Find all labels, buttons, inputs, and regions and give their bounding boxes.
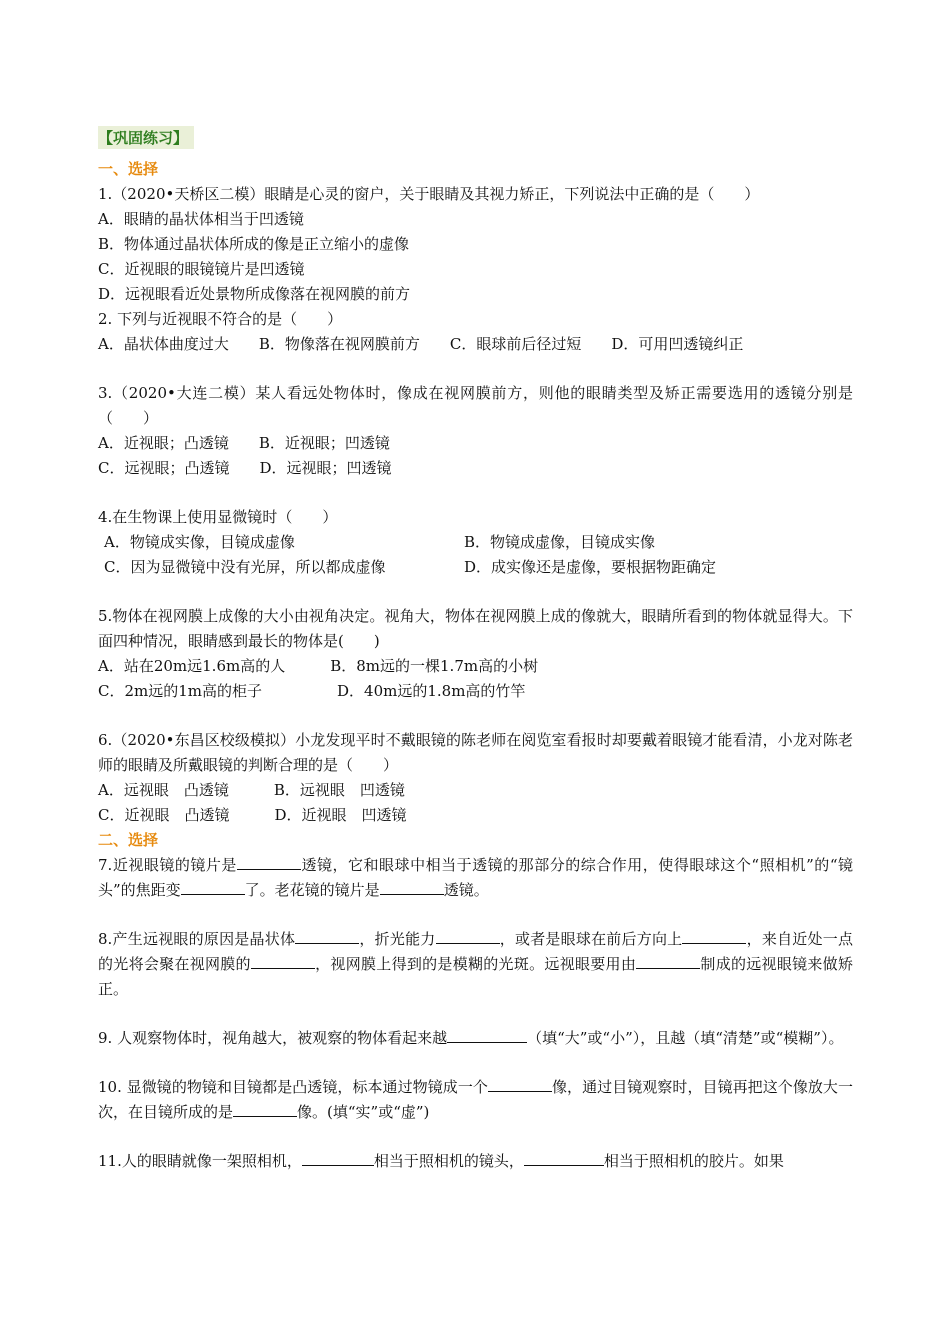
answer-blank[interactable] (636, 952, 700, 969)
worksheet-page (98, 126, 853, 1174)
options-row-cd (98, 555, 853, 580)
question-stem: 2. 下列与近视眼不符合的是（ ） (98, 310, 343, 328)
question-1 (98, 182, 853, 307)
answer-blank[interactable] (524, 1149, 604, 1166)
question-4 (98, 505, 853, 580)
option-b: B．物体通过晶状体所成的像是正立缩小的虚像 (98, 235, 410, 253)
q9-text: 9. 人观察物体时，视角越大，被观察的物体看起来越 (98, 1029, 448, 1047)
option-a: A．眼睛的晶状体相当于凹透镜 (98, 210, 304, 228)
q7-text: 7.近视眼镜的镜片是 (98, 856, 237, 874)
options-row-cd: C．远视眼；凸透镜 D．远视眼；凹透镜 (98, 459, 392, 477)
option-d: D．成实像还是虚像，要根据物距确定 (464, 558, 717, 576)
answer-blank[interactable] (295, 927, 359, 944)
q7-text: 了。老花镜的镜片是 (244, 881, 380, 899)
question-stem: 1.（2020•天桥区二模）眼睛是心灵的窗户，关于眼睛及其视力矫正，下列说法中正确的是（ ） (98, 185, 760, 203)
q10-text: 10. 显微镜的物镜和目镜都是凸透镜，标本通过物镜成一个 (98, 1078, 488, 1096)
answer-blank[interactable] (682, 927, 746, 944)
q9-text: （填“大”或“小”），且越（填“清楚”或“模糊”）。 (527, 1029, 844, 1047)
question-stem: 6.（2020•东昌区校级模拟）小龙发现平时不戴眼镜的陈老师在阅览室看报时却要戴着眼镜才能看清，小龙对陈老师的眼睛及所戴眼镜的判断合理的是（ ） (98, 731, 853, 774)
q8-text: 8.产生远视眼的原因是晶状体 (98, 930, 296, 948)
options-row-ab: A．近视眼；凸透镜 B．近视眼；凹透镜 (98, 434, 390, 452)
question-stem: 4.在生物课上使用显微镜时（ ） (98, 508, 338, 526)
options-row-ab: A．站在20m远1.6m高的人 B．8m远的一棵1.7m高的小树 (98, 657, 539, 675)
question-5 (98, 604, 853, 704)
question-8 (98, 927, 853, 1002)
option-b: B．物镜成虚像，目镜成实像 (464, 533, 656, 551)
question-7 (98, 853, 853, 903)
q11-text: 11.人的眼睛就像一架照相机， (98, 1152, 302, 1170)
options-row: A．晶状体曲度过大 B．物像落在视网膜前方 C．眼球前后径过短 D．可用凹透镜纠正 (98, 335, 744, 353)
option-c: C．近视眼的眼镜镜片是凹透镜 (98, 260, 305, 278)
q8-text: ，或者是眼球在前后方向上 (499, 930, 683, 948)
answer-blank[interactable] (447, 1026, 527, 1043)
section-heading-choice: 一、选择 (98, 160, 159, 178)
question-stem: 3.（2020•大连二模）某人看远处物体时，像成在视网膜前方，则他的眼睛类型及矫正需要选用的透镜分别是（ ） (98, 384, 853, 427)
answer-blank[interactable] (181, 878, 245, 895)
answer-blank[interactable] (233, 1100, 297, 1117)
question-6 (98, 728, 853, 828)
options-row-cd: C．近视眼 凸透镜 D．近视眼 凹透镜 (98, 806, 407, 824)
question-9 (98, 1026, 853, 1051)
section-heading-fill: 二、选择 (98, 831, 159, 849)
question-2 (98, 307, 853, 357)
question-3 (98, 381, 853, 481)
question-10 (98, 1075, 853, 1125)
q7-text: 透镜，它和眼球中相当于透镜的那部分的综合作用，使得眼球这个“照相机”的“镜头”的焦距变 (98, 856, 854, 899)
options-row-ab: A．远视眼 凸透镜 B．远视眼 凹透镜 (98, 781, 405, 799)
q11-text: 相当于照相机的胶片。如果 (603, 1152, 784, 1170)
q10-text: 像。(填“实”或“虚”) (297, 1103, 430, 1121)
answer-blank[interactable] (380, 878, 444, 895)
question-stem: 5.物体在视网膜上成像的大小由视角决定。视角大，物体在视网膜上成的像就大，眼睛所看到的物体就显得大。下面四种情况，眼睛感到最长的物体是( ) (98, 607, 853, 650)
q10-text: 像，通过目镜观察时，目镜再把这个像放大一次，在目镜所成的是 (98, 1078, 853, 1121)
q11-text: 相当于照相机的镜头， (373, 1152, 524, 1170)
options-row-cd: C．2m远的1m高的柜子 D．40m远的1.8m高的竹竿 (98, 682, 526, 700)
question-11 (98, 1149, 853, 1174)
option-c: C．因为显微镜中没有光屏，所以都成虚像 (104, 558, 386, 576)
q8-text: ，视网膜上得到的是模糊的光斑。远视眼要用由 (314, 955, 637, 973)
answer-blank[interactable] (302, 1149, 374, 1166)
answer-blank[interactable] (237, 853, 301, 870)
answer-blank[interactable] (488, 1075, 552, 1092)
answer-blank[interactable] (251, 952, 315, 969)
q7-text: 透镜。 (443, 881, 489, 899)
practice-banner: 【巩固练习】 (98, 126, 194, 149)
answer-blank[interactable] (436, 927, 500, 944)
option-a: A．物镜成实像，目镜成虚像 (104, 533, 295, 551)
options-row-ab (98, 530, 853, 555)
option-d: D．远视眼看近处景物所成像落在视网膜的前方 (98, 285, 411, 303)
q8-text: 制成的远视眼镜来做矫正。 (98, 955, 853, 998)
q8-text: ，来自近处一点的光将会聚在视网膜的 (98, 930, 853, 973)
q8-text: ，折光能力 (359, 930, 436, 948)
